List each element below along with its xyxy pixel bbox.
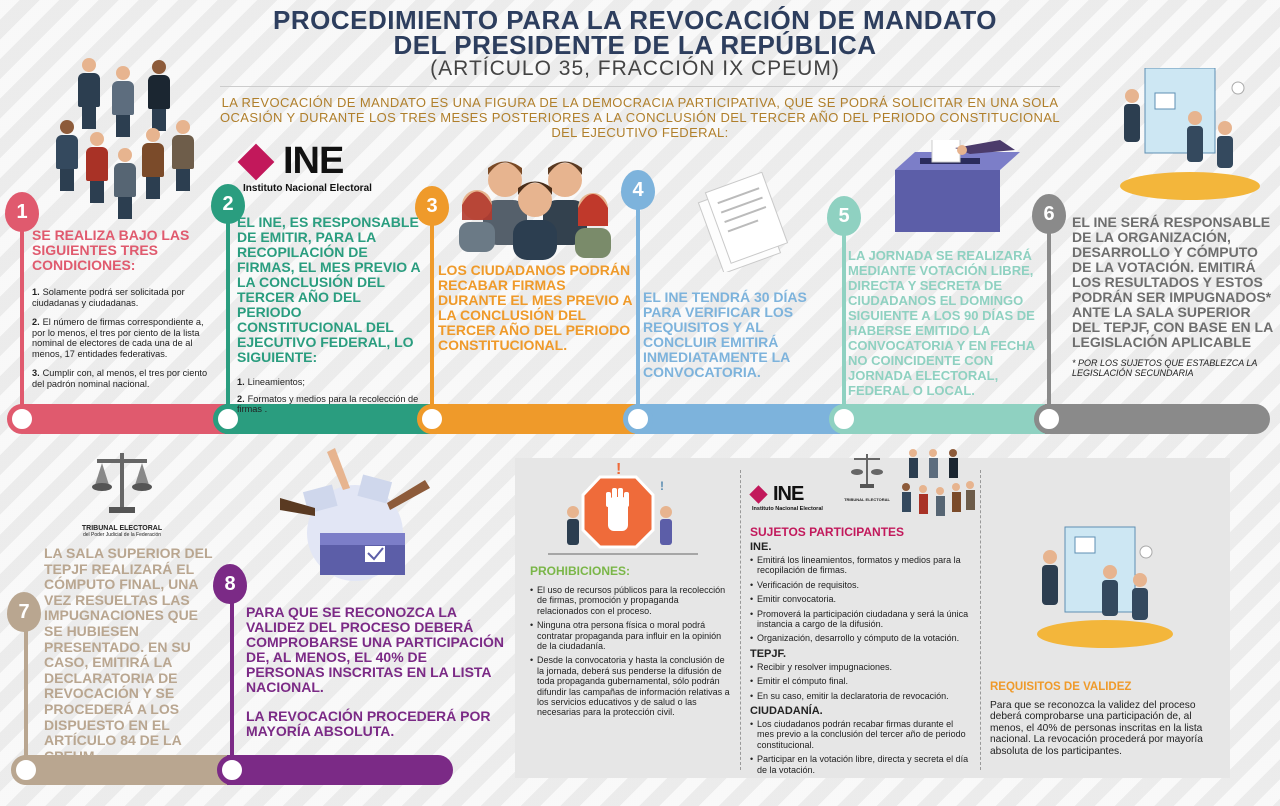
timeline-segment-4 (635, 404, 840, 434)
step-6-line (1047, 224, 1051, 409)
step-8-heading: PARA QUE SE RECONOZCA LA VALIDEZ DEL PROCESO DEBERÁ COMPROBARSE UNA PARTICIPACIÓN DE, AL MENOS, EL 40% DE PERSONAS INSCRITAS EN LA LISTA NACIONAL. (246, 604, 504, 695)
step-7-badge: 7 (7, 592, 41, 632)
list-item: • Participar en la votación libre, directa y secreta el día de la votación. (750, 754, 970, 775)
step-3-badge: 3 (415, 186, 449, 226)
prohibiciones-title: PROHIBICIONES: (530, 564, 631, 578)
list-item: • Organización, desarrollo y cómputo de la votación. (750, 633, 970, 643)
ine-diamond-icon (749, 485, 767, 503)
list-item: 1. Lineamientos; (237, 377, 305, 387)
tepjf-logo-small: TRIBUNAL ELECTORAL (842, 450, 892, 502)
documents-illustration (688, 172, 808, 272)
step-6-note: * POR LOS SUJETOS QUE ESTABLEZCA LA LEGISLACIÓN SECUNDARIA (1072, 358, 1258, 378)
step-2-line (226, 216, 230, 409)
step-8-badge: 8 (213, 564, 247, 604)
tepjf-logo: TRIBUNAL ELECTORAL del Poder Judicial de la Federación (72, 445, 172, 538)
step-6-content (1072, 215, 1278, 378)
step-1-list (32, 287, 212, 389)
step-4-line (636, 200, 640, 409)
title-line-1: PROCEDIMIENTO PARA LA REVOCACIÓN DE MANDATO (272, 5, 997, 35)
step-1-heading: SE REALIZA BAJO LAS SIGUIENTES TRES CONDICIONES: (32, 227, 190, 273)
list-item: • Promoverá la participación ciudadana y será la única instancia a cargo de la difusión. (750, 609, 970, 630)
list-item: • Los ciudadanos podrán recabar firmas durante el mes previo a la conclusión del tercer año de periodo constitucional. (750, 719, 970, 750)
ine-logo-small: INE Instituto Nacional Electoral (752, 483, 823, 512)
requisitos-title: REQUISITOS DE VALIDEZ (990, 681, 1132, 693)
page-title (160, 5, 1110, 60)
step-2-list (237, 377, 427, 415)
list-item: • Emitir convocatoria. (750, 594, 970, 604)
group-tepjf-title: TEPJF. (750, 647, 787, 660)
citizens-illustration (455, 150, 615, 260)
sujetos-title: SUJETOS PARTICIPANTES (750, 525, 905, 539)
step-1-content (32, 228, 212, 398)
page-subtitle: (ARTÍCULO 35, FRACCIÓN IX CPEUM) (430, 57, 840, 80)
sujetos-groups (750, 541, 970, 779)
requisitos-text: Para que se reconozca la validez del proceso deberá comprobarse una participación de, al menos, el 40% de personas inscritas en la lista nacional. La revocación procederá por mayoría absoluta de los participantes. (990, 700, 1203, 757)
group-ine-title: INE. (750, 541, 772, 553)
header-divider (220, 86, 1060, 87)
ballot-box-illustration (880, 140, 1030, 235)
ine-diamond-icon (238, 143, 275, 180)
step-2-heading: EL INE, ES RESPONSABLE DE EMITIR, PARA LA RECOPILACIÓN DE FIRMAS, EL MES PREVIO A LA CONCLUSIÓN DEL TERCER AÑO DEL PERIODO CONSTITUCIONAL DEL EJECUTIVO FEDERAL, LO SIGUIENTE: (237, 214, 421, 365)
step-8-node (217, 755, 247, 785)
step-5-node (829, 404, 859, 434)
svg-text:!: ! (660, 479, 664, 493)
group-tepjf-list (750, 662, 970, 701)
step-5-heading: LA JORNADA SE REALIZARÁ MEDIANTE VOTACIÓN LIBRE, DIRECTA Y SECRETA DE CIUDADANOS EL DOMINGO SIGUIENTE A LOS 90 DÍAS DE HABERSE EMITIDO LA CONVOCATORIA Y EN FECHA NO COINCIDENTE CON JORNADA ELECTORAL, FEDERAL O LOCAL. (848, 248, 1035, 398)
voting-booth-illustration-small (1030, 522, 1180, 657)
panel-divider-2 (980, 470, 981, 770)
step-2-content (237, 215, 427, 424)
group-ine-list (750, 555, 970, 644)
list-item: • Ninguna otra persona física o moral podrá contratar propaganda para influir en la opinión de la ciudadanía. (530, 620, 730, 651)
step-4-heading: EL INE TENDRÁ 30 DÍAS PARA VERIFICAR LOS REQUISITOS Y AL CONCLUIR EMITIRÁ INMEDIATAMENTE LA CONVOCATORIA. (643, 289, 807, 380)
step-1-line (20, 224, 24, 409)
officials-illustration (50, 58, 200, 218)
step-8-heading-2: LA REVOCACIÓN PROCEDERÁ POR MAYORÍA ABSOLUTA. (246, 708, 491, 739)
panel-divider-1 (740, 470, 741, 770)
timeline-segment-3 (430, 404, 635, 434)
step-8-line (230, 595, 234, 760)
step-6-badge: 6 (1032, 194, 1066, 234)
list-item: • En su caso, emitir la declaratoria de revocación. (750, 691, 970, 701)
step-2-badge: 2 (211, 184, 245, 224)
list-item: 1. Solamente podrá ser solicitada por ciudadanas y ciudadanas. (32, 287, 185, 308)
step-7-node (11, 755, 41, 785)
list-item: 2. El número de firmas correspondiente a, por lo menos, el tres por ciento de la lista nominal de electores de cada una de al menos, 17 entidades federativas. (32, 317, 204, 359)
ine-logo: INE Instituto Nacional Electoral (243, 140, 372, 194)
step-1-badge: 1 (5, 192, 39, 232)
step-6-heading: EL INE SERÁ RESPONSABLE DE LA ORGANIZACIÓN, DESARROLLO Y CÓMPUTO DE LA VOTACIÓN. EMITIRÁ LOS RESULTADOS Y ESTOS PODRÁN SER IMPUGNADOS* ANTE LA SALA SUPERIOR DEL TEPJF, CON BASE EN LA LEGISLACIÓN APLICABLE (1072, 214, 1273, 350)
step-4-badge: 4 (621, 170, 655, 210)
voting-booth-illustration (1110, 68, 1270, 208)
scales-icon (87, 445, 157, 520)
list-item: 3. Cumplir con, al menos, el tres por ciento del padrón nominal nacional. (32, 368, 208, 389)
timeline-segment-1 (10, 404, 225, 434)
timeline-segment-6 (1045, 404, 1270, 434)
list-item: • Emitirá los lineamientos, formatos y medios para la recopilación de firmas. (750, 555, 970, 576)
stop-hand-illustration (548, 462, 698, 557)
svg-text:!: ! (616, 462, 622, 478)
list-item: • Recibir y resolver impugnaciones. (750, 662, 970, 672)
step-8-content (246, 605, 504, 739)
scales-icon (849, 450, 885, 492)
timeline-segment-5 (840, 404, 1045, 434)
group-ciudadania-list (750, 719, 970, 775)
prohibiciones-list (530, 585, 730, 722)
step-7-line (24, 625, 28, 760)
list-item: • El uso de recursos públicos para la recolección de firmas, promoción y propaganda relacionados con el proceso. (530, 585, 730, 616)
step-5-badge: 5 (827, 196, 861, 236)
officials-small-illustration (898, 445, 978, 523)
step-3-line (430, 218, 434, 409)
list-item: • Emitir el cómputo final. (750, 676, 970, 686)
step-3-heading: LOS CIUDADANOS PODRÁN RECABAR FIRMAS DURANTE EL MES PREVIO A LA CONCLUSIÓN DEL TERCER AÑO DEL PERIODO CONSTITUCIONAL. (438, 262, 632, 353)
list-item: • Verificación de requisitos. (750, 580, 970, 590)
intro-text: LA REVOCACIÓN DE MANDATO ES UNA FIGURA DE LA DEMOCRACIA PARTICIPATIVA, QUE SE PODRÁ SOLICITAR EN UNA SOLA OCASIÓN Y DURANTE LOS TRES MESES POSTERIORES A LA CONCLUSIÓN DEL TERCER AÑO DEL PERIODO CONSTITUCIONAL DEL EJECUTIVO FEDERAL: (219, 95, 1060, 140)
step-5-line (842, 228, 846, 409)
step-6-node (1034, 404, 1064, 434)
hands-voting-illustration (275, 448, 435, 583)
step-4-node (623, 404, 653, 434)
timeline-segment-8 (227, 755, 453, 785)
step-1-node (7, 404, 37, 434)
step-7-heading: LA SALA SUPERIOR DEL TEPJF REALIZARÁ EL CÓMPUTO FINAL, UNA VEZ RESUELTAS LAS IMPUGNACIONES QUE SE HUBIESEN PRESENTADO. EN SU CASO, EMITIRÁ LA DECLARATORIA DE REVOCACIÓN Y SE PROCEDERÁ A LOS DISPUESTO EN EL ARTÍCULO 84 DE LA CPEUM. (44, 545, 213, 764)
group-ciudadania-title: CIUDADANÍA. (750, 705, 823, 718)
list-item: 2. Formatos y medios para la recolección de firmas . (237, 393, 419, 414)
list-item: • Desde la convocatoria y hasta la conclusión de la jornada, deberá sus penderse la difusión de toda propaganda gubernamental, sólo podrán difundir las campañas de información relativas a los servicios educativos y de salud o las necesarias para la protección civil. (530, 655, 730, 717)
title-line-2: DEL PRESIDENTE DE LA REPÚBLICA (393, 30, 877, 60)
